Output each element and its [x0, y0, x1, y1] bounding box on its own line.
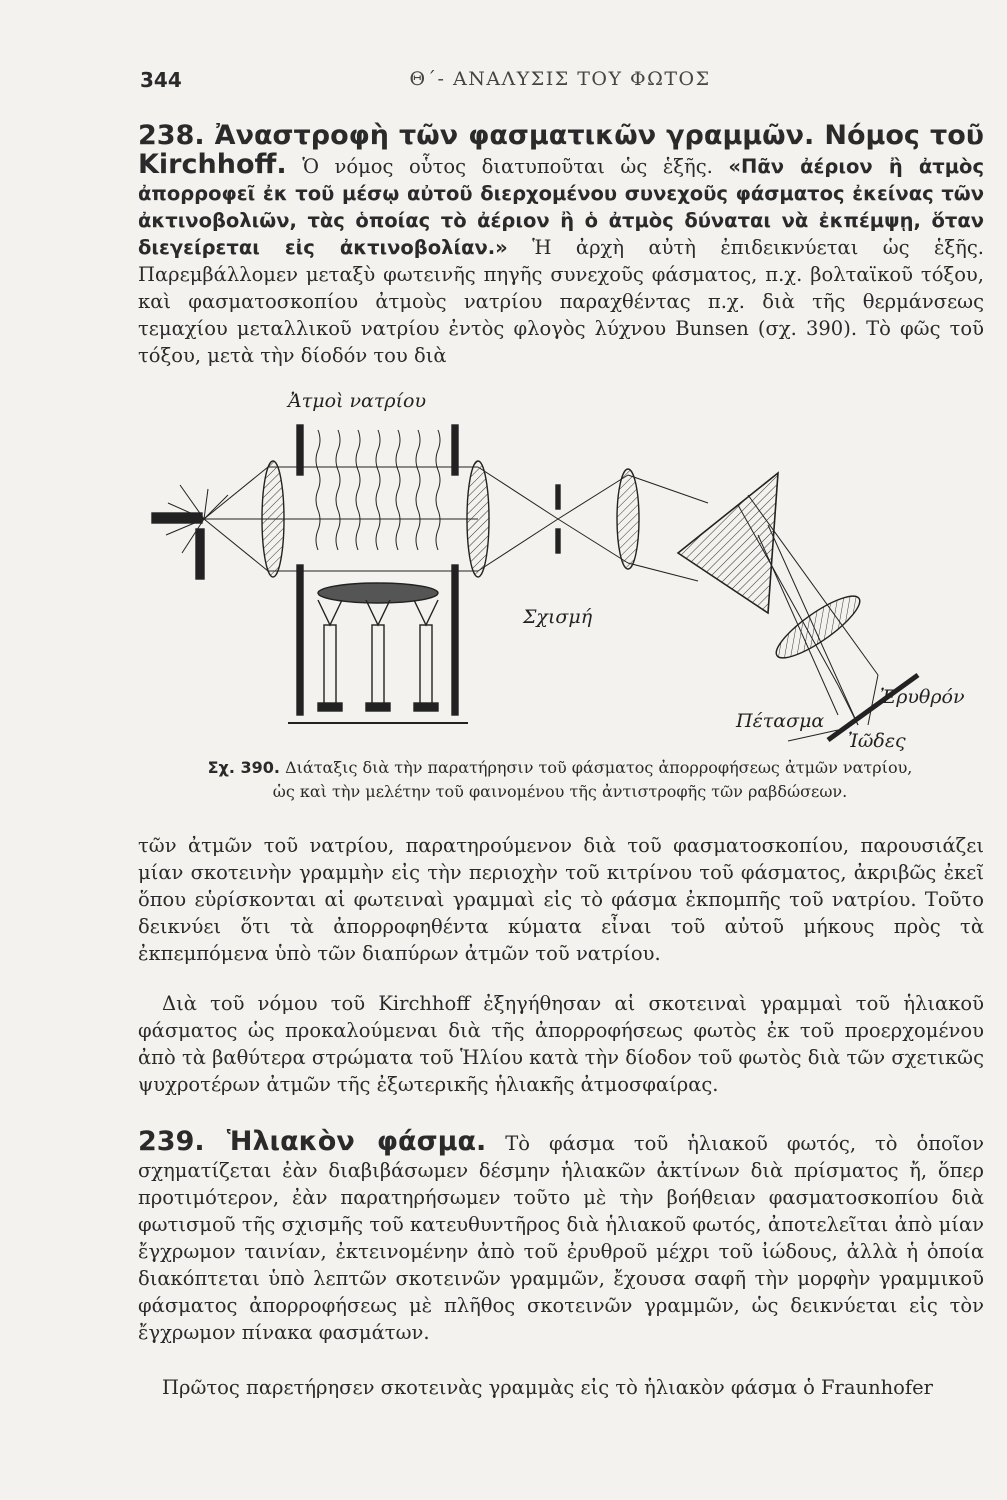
- light-rays: [204, 467, 878, 725]
- label-red: Ἐρυθρόν: [880, 686, 965, 708]
- caption-number: Σχ. 390.: [207, 758, 280, 777]
- running-header: [140, 68, 980, 98]
- section-238-intro: Ὁ νόμος οὗτος διατυποῦται ὡς ἑξῆς.: [286, 155, 729, 178]
- caption-line-1: [160, 756, 960, 780]
- last-line: Πρῶτος παρετήρησεν σκοτεινὰς γραμμὰς εἰς τὸ ἡλιακὸν φάσμα ὁ Fraunhofer: [162, 1376, 934, 1399]
- prism: [678, 473, 778, 613]
- figure-390-diagram: [138, 385, 984, 755]
- caption-line-2: ὡς καὶ τὴν μελέτην τοῦ φαινομένου τῆς ἀντιστροφῆς τῶν ραβδώσεων.: [272, 782, 848, 801]
- section-239-paragraph: [138, 1128, 984, 1346]
- arc-lamp: [152, 485, 228, 579]
- slit-lens: [617, 469, 639, 569]
- section-238-heading: 238. Ἀναστροφὴ τῶν φασματικῶν γραμμῶν. Νόμος τοῦ Kirchhoff.: [138, 120, 984, 180]
- label-screen: Πέτασμα: [736, 710, 825, 732]
- collimator-lens: [467, 461, 489, 577]
- running-title: Θ΄- ΑΝΑΛΥΣΙΣ ΤΟΥ ΦΩΤΟΣ: [409, 68, 711, 90]
- section-238-paragraph: [138, 122, 984, 369]
- caption-text: Διάταξις διὰ τὴν παρατήρησιν τοῦ φάσματος ἀπορροφήσεως ἀτμῶν νατρίου,: [279, 758, 913, 777]
- paragraph-2: Διὰ τοῦ νόμου τοῦ Kirchhoff ἐξηγήθησαν αἱ σκοτειναὶ γραμμαὶ τοῦ ἡλιακοῦ φάσματος ὡς προκαλούμεναι διὰ τῆς ἀπορροφήσεως φωτὸς ἐκ τοῦ προερχομένου ἀπὸ τὰ βαθύτερα στρώματα τοῦ Ἡλίου κατὰ τὴν δίοδον τοῦ φωτὸς διὰ τῶν σχετικῶς ψυχροτέρων ἀτμῶν τῆς ἐξωτερικῆς ἡλιακῆς ἀτμοσφαίρας.: [138, 992, 984, 1096]
- label-slit: Σχισμή: [523, 606, 593, 628]
- figure-caption: [160, 756, 960, 804]
- focusing-lens: [769, 587, 867, 667]
- label-violet: Ἰῶδες: [848, 730, 906, 752]
- bunsen-burners: [288, 583, 468, 723]
- sodium-vapor: [316, 430, 440, 550]
- page-number: 344: [140, 68, 182, 92]
- label-sodium-vapor: Ἀτμοὶ νατρίου: [288, 390, 427, 412]
- kirchhoff-law-statement: «Πᾶν ἀέριον ἢ ἀτμὸς ἀπορροφεῖ ἐκ τοῦ μέσῳ αὐτοῦ διερχομένου συνεχοῦς φάσματος ἐκείνας τῶν ἀκτινοβολιῶν, τὰς ὁποίας τὸ ἀέριον ἢ ὁ ἀτμὸς δύναται νὰ ἐκπέμψῃ, ὅταν διεγείρεται εἰς ἀκτινοβολίαν.»: [138, 155, 985, 259]
- section-239-text: Τὸ φάσμα τοῦ ἡλιακοῦ φωτός, τὸ ὁποῖον σχηματίζεται ἐὰν διαβιβάσωμεν δέσμην ἡλιακῶν ἀκτίνων διὰ πρίσματος ἤ, ὅπερ προτιμότερον, ἐὰν παρατηρήσωμεν τοῦτο μὲ τὴν βοήθειαν φασματοσκοπίου διὰ φωτισμοῦ τῆς σχισμῆς τοῦ κατευθυντῆρος διὰ ἡλιακοῦ φωτός, ἀποτελεῖται ἀπὸ μίαν ἔγχρωμον ταινίαν, ἐκτεινομένην ἀπὸ τοῦ ἐρυθροῦ μέχρι τοῦ ἰώδους, ἀλλὰ ἡ ὁποία διακόπτεται ὑπὸ λεπτῶν σκοτεινῶν γραμμῶν, ἔχουσα σαφῆ τὴν μορφὴν γραμμικοῦ φάσματος ἀπορροφήσεως μὲ πλῆθος σκοτεινῶν γραμμῶν, ὡς δεικνύεται εἰς τὸν ἔγχρωμον πίνακα φασμάτων.: [138, 1132, 984, 1344]
- section-238-rest: Ἡ ἀρχὴ αὐτὴ ἐπιδεικνύεται ὡς ἑξῆς. Παρεμβάλλομεν μεταξὺ φωτεινῆς πηγῆς συνεχοῦς φάσματος, π.χ. βολταϊκοῦ τόξου, καὶ φασματοσκοπίου ἀτμοὺς νατρίου παραχθέντας π.χ. διὰ τῆς θερμάνσεως τεμαχίου μεταλλικοῦ νατρίου ἐντὸς φλογὸς λύχνου Bunsen (σχ. 390). Τὸ φῶς τοῦ τόξου, μετὰ τὴν δίοδόν του διὰ: [138, 236, 984, 367]
- condenser-lens: [262, 461, 284, 577]
- paragraph-1: τῶν ἀτμῶν τοῦ νατρίου, παρατηρούμενον διὰ τοῦ φασματοσκοπίου, παρουσιάζει μίαν σκοτεινὴν γραμμὴν εἰς τὴν περιοχὴν τοῦ κιτρίνου τοῦ φάσματος, ἀκριβῶς ἐκεῖ ὅπου εὑρίσκονται αἱ φωτειναὶ γραμμαὶ εἰς τὸ φάσμα ἐκπομπῆς τοῦ νατρίου. Τοῦτο δεικνύει ὅτι τὰ ἀπορροφηθέντα κύματα εἶναι τοῦ αὐτοῦ μήκους πρὸς τὰ ἐκπεμπόμενα ὑπὸ τῶν διαπύρων ἀτμῶν τοῦ νατρίου.: [138, 834, 984, 965]
- section-239-heading: 239. Ἡλιακὸν φάσμα.: [138, 1126, 487, 1157]
